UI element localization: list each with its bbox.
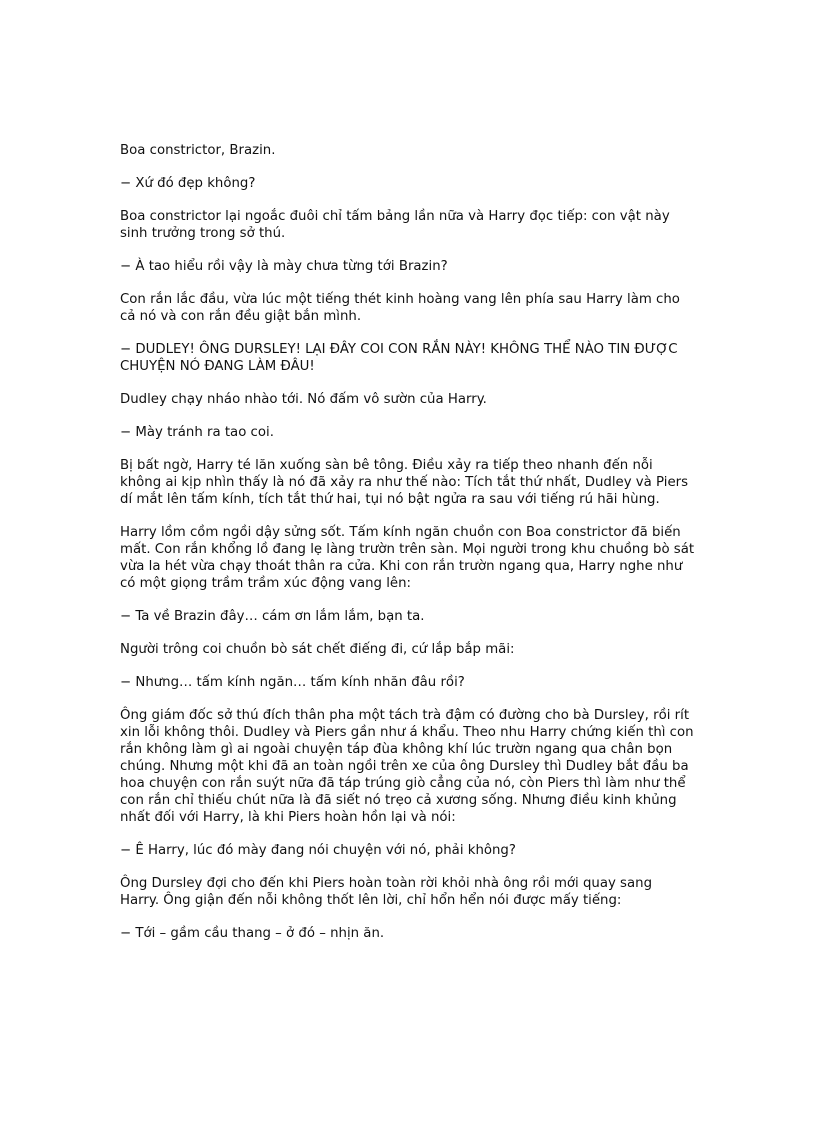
paragraph: − Tới – gầm cầu thang – ở đó – nhịn ăn. [120, 926, 385, 941]
paragraph: Harry lồm cồm ngồi dậy sửng sốt. Tấm kính ngăn chuồn con Boa constrictor đã biến mất. Con rắn khổng lồ đang lẹ làng trườn trên sàn. Mọi người trong khu chuồng bò sát vừa la hét vừa chạy thoát thân ra cửa. Khi con rắn trườn ngang qua, Harry nghe như có một giọng trầm trầm xúc động vang lên: [120, 525, 695, 591]
paragraph: Người trông coi chuồn bò sát chết điếng đi, cứ lắp bắp mãi: [120, 642, 515, 657]
paragraph: Ông Dursley đợi cho đến khi Piers hoàn toàn rời khỏi nhà ông rồi mới quay sang Harry. Ông giận đến nỗi không thốt lên lời, chỉ hổn hển nói được mấy tiếng: [120, 876, 653, 908]
paragraph: Ông giám đốc sở thú đích thân pha một tách trà đậm có đường cho bà Dursley, rồi rít xin lỗi không thôi. Dudley và Piers gần như á khẩu. Theo nhu Harry chứng kiến thì con rắn không làm gì ai ngoài chuyện táp đùa không khí lúc trườn ngang qua chân bọn chúng. Nhưng một khi đã an toàn ngồi trên xe của ông Dursley thì Dudley bắt đầu ba hoa chuyện con rắn suýt nữa đã táp trúng giò cẳng của nó, còn Piers thì làm như thể con rắn chỉ thiếu chút nữa là đã siết nó trẹo cả xương sống. Nhưng điều kinh khủng nhất đối với Harry, là khi Piers hoàn hồn lại và nói: [120, 708, 694, 825]
paragraph: Boa constrictor, Brazin. [120, 143, 276, 158]
paragraph: − Ta về Brazin đây… cám ơn lắm lắm, bạn ta. [120, 609, 425, 624]
paragraph: − Nhưng… tấm kính ngăn… tấm kính nhăn đâu rồi? [120, 675, 465, 690]
paragraph: Bị bất ngờ, Harry té lăn xuống sàn bê tông. Điều xảy ra tiếp theo nhanh đến nỗi không ai kịp nhìn thấy là nó đã xảy ra như thế nào: Tích tắt thứ nhất, Dudley và Piers dí mắt lên tấm kính, tích tắt thứ hai, tụi nó bật ngửa ra sau với tiếng rú hãi hùng. [120, 458, 689, 507]
paragraph: Con rắn lắc đầu, vừa lúc một tiếng thét kinh hoàng vang lên phía sau Harry làm cho cả nó và con rắn đều giật bắn mình. [120, 292, 680, 324]
paragraph: − Xứ đó đẹp không? [120, 176, 256, 191]
paragraph: − À tao hiểu rồi vậy là mày chưa từng tới Brazin? [120, 259, 448, 274]
paragraph: − Mày tránh ra tao coi. [120, 425, 274, 440]
document-page [120, 142, 695, 958]
paragraph: − DUDLEY! ÔNG DURSLEY! LẠI ĐÂY COI CON RẮN NÀY! KHÔNG THỂ NÀO TIN ĐƯỢC CHUYỆN NÓ ĐANG LÀM ĐÂU! [120, 342, 678, 374]
paragraph: − Ê Harry, lúc đó mày đang nói chuyện với nó, phải không? [120, 843, 516, 858]
paragraph: Boa constrictor lại ngoắc đuôi chỉ tấm bảng lần nữa và Harry đọc tiếp: con vật này sinh trưởng trong sở thú. [120, 209, 670, 241]
paragraph: Dudley chạy nháo nhào tới. Nó đấm vô sườn của Harry. [120, 392, 487, 407]
